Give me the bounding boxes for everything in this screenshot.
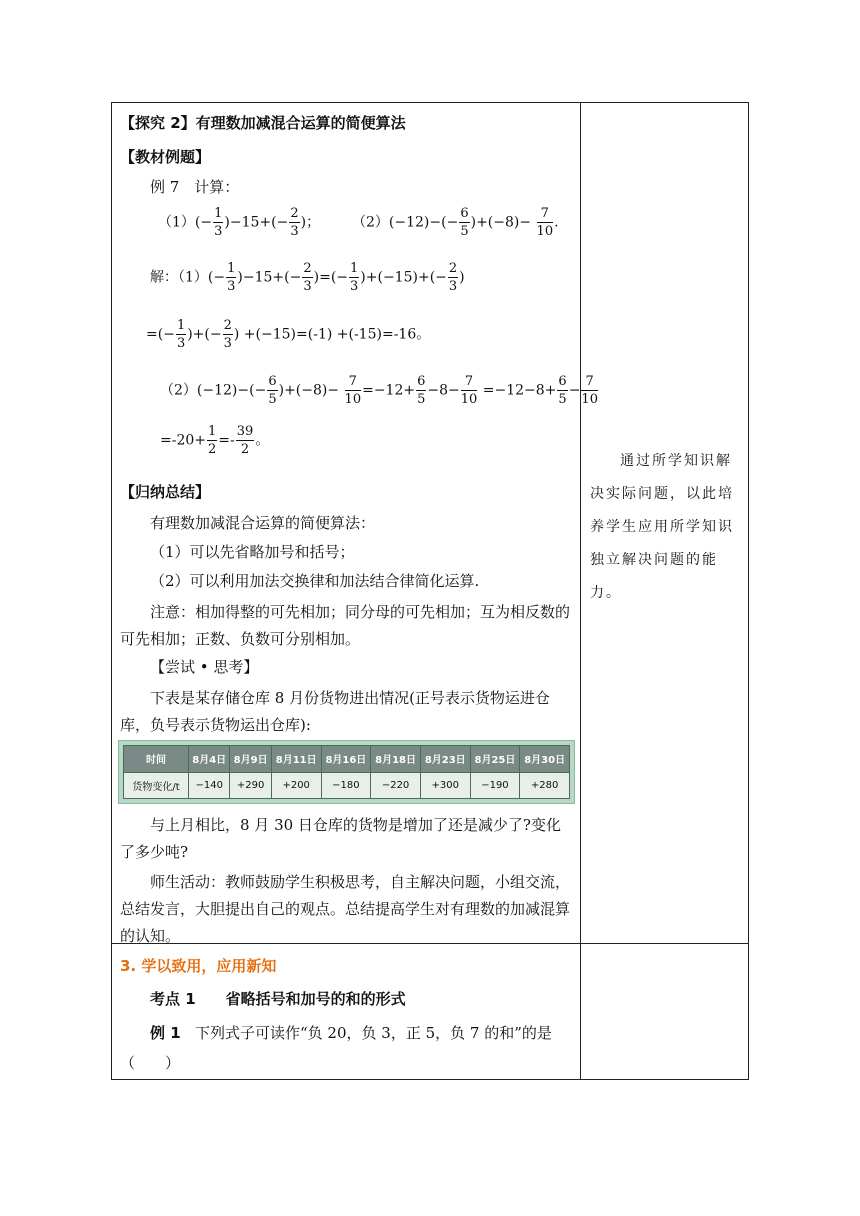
cargo-header-cell: 8月16日 — [321, 746, 371, 773]
summary-item-2: （2）可以利用加法交换律和加法结合律简化运算. — [150, 572, 480, 590]
summary-item-1: （1）可以先省略加号和括号； — [150, 543, 355, 561]
summary-note: 注意：相加得整的可先相加；同分母的可先相加；互为相反数的可先相加；正数、负数可分别相加。 — [120, 603, 571, 648]
cargo-header-cell: 8月11日 — [271, 746, 321, 773]
solution-line-3: （2）(−12)−(− $\frac{6}{5}$ )+(−8)− $\frac{7}{10}$ =−12+ $\frac{6}{5}$ −8− $\frac{7}{10}$ =−12−8+ $\frac{6}{5}$ − $\frac{7}{10}$ — [160, 374, 598, 407]
cargo-value-cell: +200 — [271, 772, 321, 799]
solution-label: 解：（1） — [150, 269, 208, 286]
example1-block — [120, 1018, 578, 1078]
cargo-header-cell: 8月18日 — [371, 746, 421, 773]
textbook-example-heading: 【教材例题】 — [120, 148, 211, 166]
cargo-value-cell: −140 — [189, 772, 230, 799]
cargo-table-value-row — [124, 772, 570, 799]
final-part-3: 。 — [255, 432, 270, 449]
q1-label: （1） — [158, 214, 195, 231]
cargo-header-cell: 8月4日 — [189, 746, 230, 773]
cargo-header-cell: 8月30日 — [520, 746, 570, 773]
step1-result: =(-1) +(-15)=-16。 — [296, 326, 431, 343]
cargo-value-cell: +300 — [420, 772, 470, 799]
q2-label: （2） — [352, 214, 389, 231]
summary-heading: 【归纳总结】 — [120, 483, 211, 501]
final-part-2: =- — [218, 432, 235, 449]
design-intent-note: 通过所学知识解决实际问题，以此培养学生应用所学知识独立解决问题的能力。 — [590, 453, 734, 601]
section3-title: 3. 学以致用，应用新知 — [120, 957, 277, 975]
section2-title: 【探究 2】有理数加减混合运算的简便算法 — [120, 114, 406, 132]
example1-label: 例 1 — [150, 1024, 181, 1042]
cargo-header-cell: 8月9日 — [230, 746, 271, 773]
question-1: （1）(− $\frac{1}{3}$ )−15+(− $\frac{2}{3}$ )； — [158, 206, 321, 239]
example7-label: 例 7 计算： — [150, 178, 240, 196]
summary-intro: 有理数加减混合运算的简便算法： — [150, 514, 376, 532]
table-border-top — [111, 102, 749, 103]
try-think-heading: 【尝试 • 思考】 — [150, 658, 259, 676]
solution-line-2: =(− $\frac{1}{3}$ )+(− $\frac{2}{3}$ ) +(−15)=(-1) +(-15)=-16。 — [146, 318, 431, 351]
table-border-bottom — [111, 1079, 749, 1080]
table-border-mid — [580, 102, 581, 1080]
cargo-value-cell: 货物变化/t — [124, 772, 189, 799]
example1-text: 下列式子可读作“负 20，负 3，正 5，负 7 的和”的是（ ） — [120, 1024, 552, 1072]
point1-heading: 考点 1 省略括号和加号的和的形式 — [150, 990, 406, 1008]
cargo-value-cell: +290 — [230, 772, 271, 799]
final-part-1: =-20+ — [160, 432, 207, 449]
try-think-text: 下表是某存储仓库 8 月份货物进出情况(正号表示货物运进仓库，负号表示货物运出仓库): — [120, 689, 550, 734]
cargo-value-cell: −220 — [371, 772, 421, 799]
cargo-header-cell: 时间 — [124, 746, 189, 773]
solution-line-1: 解：（1）(− $\frac{1}{3}$ )−15+(− $\frac{2}{3}$ )=(− $\frac{1}{3}$ )+(−15)+(− $\frac{2}{3}$ ) — [150, 261, 465, 294]
cargo-value-cell: +280 — [520, 772, 570, 799]
cargo-table-header-row — [124, 746, 570, 773]
cargo-value-cell: −190 — [470, 772, 520, 799]
step2-label: （2） — [160, 382, 197, 399]
cargo-table — [123, 745, 570, 799]
table-border-left — [111, 102, 112, 1080]
solution-line-4: =-20+ $\frac{1}{2}$ =- $\frac{39}{2}$ 。 — [160, 424, 270, 457]
activity-text: 师生活动：教师鼓励学生积极思考，自主解决问题，小组交流，总结发言，大胆提出自己的观点。总结提高学生对有理数的加减混算的认知。 — [120, 873, 571, 945]
cargo-table-image — [118, 740, 575, 804]
cargo-value-cell: −180 — [321, 772, 371, 799]
cargo-header-cell: 8月23日 — [420, 746, 470, 773]
cargo-header-cell: 8月25日 — [470, 746, 520, 773]
table-border-right — [748, 102, 749, 1080]
question-2: （2）(−12)−(− $\frac{6}{5}$ )+(−8)− $\frac{7}{10}$ . — [352, 206, 559, 239]
question-text: 与上月相比，8 月 30 日仓库的货物是增加了还是减少了?变化了多少吨? — [120, 816, 561, 861]
